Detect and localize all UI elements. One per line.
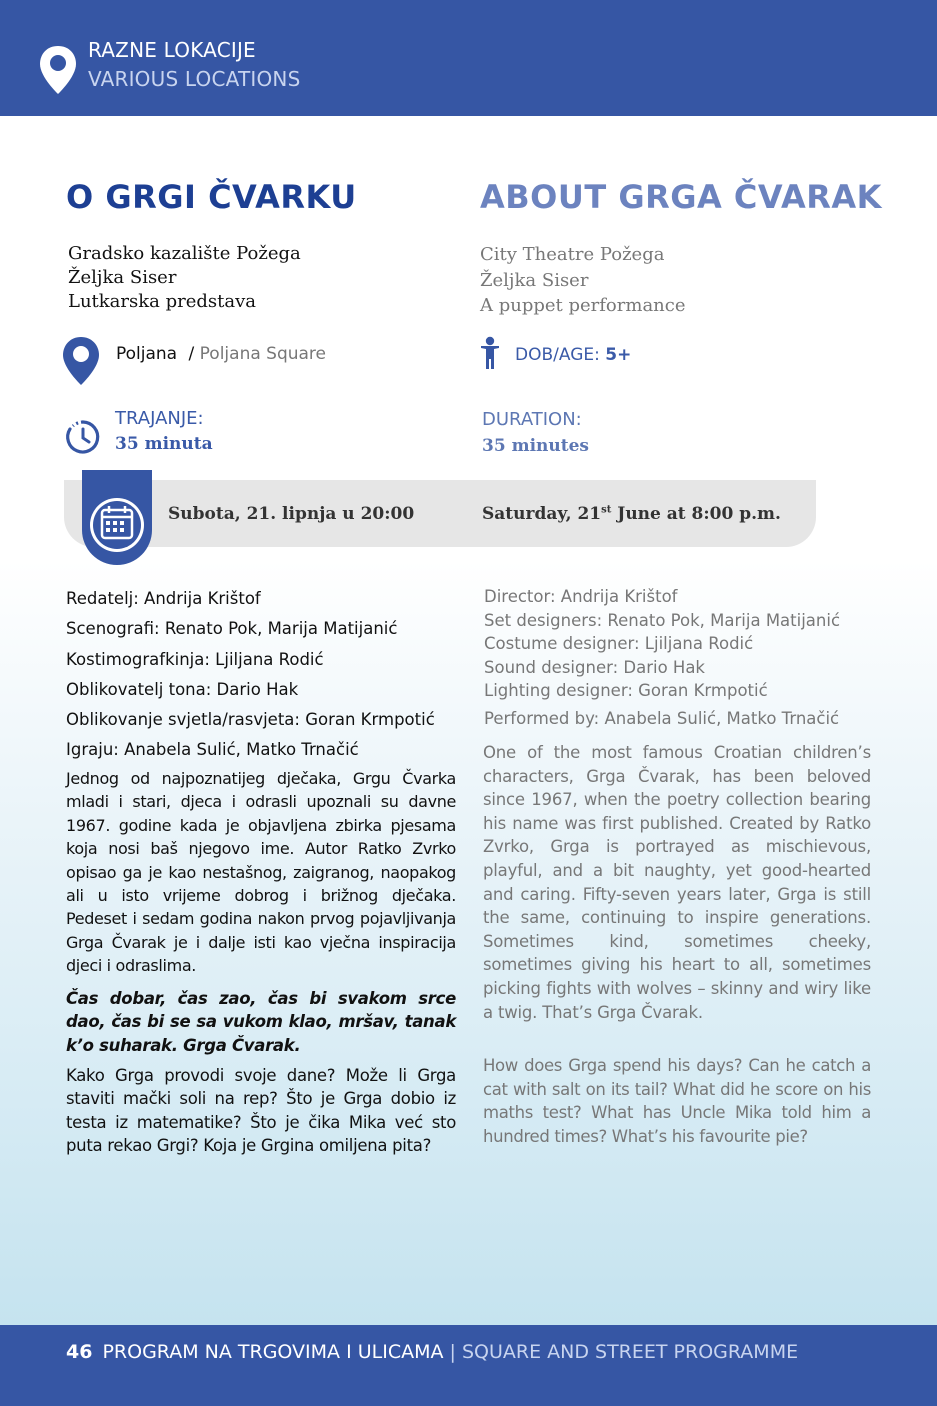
info-block-hr xyxy=(68,242,301,314)
footer-section-hr: PROGRAM NA TRGOVIMA I ULICAMA xyxy=(102,1341,444,1363)
page-title-en: ABOUT GRGA ČVARAK xyxy=(480,178,882,216)
description-en: One of the most famous Croatian children’s characters, Grga Čvarak, has been beloved since 1967, when the poetry collection bearing his name was first published. Created by Ratko Zvrko, Grga is portrayed as mischievous, playful, and a bit naughty, yet good-hearted and caring. Fifty-seven years later, Grga is still the same, continuing to inspire generations. Sometimes kind, sometimes cheeky, sometimes giving his heart to all, sometimes picking fights with wolves – skinny and wiry like a twig. That’s Grga Čvarak. xyxy=(483,743,871,1022)
credit-line: Oblikovanje svjetla/rasvjeta: Goran Krmpotić xyxy=(66,710,435,730)
duration-value-en: 35 minutes xyxy=(482,436,589,456)
performed-by-en: Performed by: Anabela Sulić, Matko Trnačić xyxy=(484,709,840,728)
date-en-main: Saturday, 21 xyxy=(482,504,602,524)
location-separator: / xyxy=(188,344,195,364)
location-pin-icon xyxy=(62,336,100,386)
date-en xyxy=(482,504,781,524)
header-title-en: VARIOUS LOCATIONS xyxy=(88,67,301,91)
credit-line: Director: Andrija Krištof xyxy=(484,587,678,606)
calendar-icon xyxy=(82,470,152,565)
credit-line: Oblikovatelj tona: Dario Hak xyxy=(66,679,299,699)
age-info xyxy=(515,345,631,365)
quote-hr: Čas dobar, čas zao, čas bi svakom srce dao, čas bi se sa vukom klao, mršav, tanak k’o suharak. Grga Čvarak. xyxy=(66,989,456,1055)
location-text xyxy=(116,344,326,364)
credit-line: Lighting designer: Goran Krmpotić xyxy=(484,681,768,700)
credits-en xyxy=(484,585,840,703)
date-hr: Subota, 21. lipnja u 20:00 xyxy=(168,504,415,524)
questions-en: How does Grga spend his days? Can he catch a cat with salt on its tail? What did he score on his maths test? What has Uncle Mika told him a hundred times? What’s his favourite pie? xyxy=(483,1056,871,1146)
age-label: DOB/AGE: xyxy=(515,345,600,365)
date-en-rest: June at 8:00 p.m. xyxy=(611,504,781,524)
age-value: 5+ xyxy=(605,345,632,365)
header-bar xyxy=(0,0,937,116)
credit-line: Kostimografkinja: Ljiljana Rodić xyxy=(66,649,324,669)
page-number: 46 xyxy=(66,1341,93,1363)
location-pin-icon xyxy=(38,44,78,96)
info-line: Željka Siser xyxy=(480,269,589,291)
info-line: Gradsko kazalište Požega xyxy=(68,243,301,264)
credit-line: Set designers: Renato Pok, Marija Matijanić xyxy=(484,610,841,630)
info-line: Željka Siser xyxy=(68,267,177,288)
location-main: Poljana xyxy=(116,344,178,364)
date-en-suffix: st xyxy=(601,504,612,516)
header-title-hr: RAZNE LOKACIJE xyxy=(88,38,256,62)
footer-bar xyxy=(0,1325,937,1406)
duration-label-en: DURATION: xyxy=(482,409,582,430)
credit-line: Costume designer: Ljiljana Rodić xyxy=(484,634,754,653)
duration-value-hr: 35 minuta xyxy=(115,434,213,454)
credit-line: Igraju: Anabela Sulić, Matko Trnačić xyxy=(66,740,359,760)
credit-line: Redatelj: Andrija Krištof xyxy=(66,589,261,608)
footer-text xyxy=(66,1341,798,1363)
info-line: City Theatre Požega xyxy=(480,244,665,265)
credit-line: Sound designer: Dario Hak xyxy=(484,657,705,677)
description-hr: Jednog od najpoznatijeg dječaka, Grgu Čvarka mladi i stari, djeca i odrasli upoznali su davne 1967. godine kada je objavljena zbirka pjesama koja nosi baš njegovo ime. Autor Ratko Zvrko opisao ga je kao nestašnog, zaigranog, naopakog ali u isto vrijeme dobrog i brižnog dječaka. Pedeset i sedam godina nakon prvog pojavljivanja Grga Čvarak je i dalje isti kao vječna inspiracija djeci i odraslima. xyxy=(66,769,456,976)
footer-section-en: SQUARE AND STREET PROGRAMME xyxy=(461,1341,799,1363)
credits-hr xyxy=(66,584,435,766)
clock-icon xyxy=(64,418,102,456)
info-block-en xyxy=(480,242,686,319)
duration-label-hr: TRAJANJE: xyxy=(115,408,204,429)
info-line: Lutkarska predstava xyxy=(68,291,257,312)
credit-line: Scenografi: Renato Pok, Marija Matijanić xyxy=(66,619,398,639)
location-alt: Poljana Square xyxy=(199,344,327,364)
questions-hr: Kako Grga provodi svoje dane? Može li Grga staviti mački soli na rep? Što je Grga dobio iz testa iz matematike? Što je čika Mika već sto puta rekao Grgi? Koja je Grgina omiljena pita? xyxy=(66,1066,456,1156)
footer-divider: | xyxy=(443,1341,462,1363)
info-line: A puppet performance xyxy=(480,295,686,316)
page-title-hr: O GRGI ČVARKU xyxy=(66,178,357,216)
person-icon xyxy=(478,336,502,370)
